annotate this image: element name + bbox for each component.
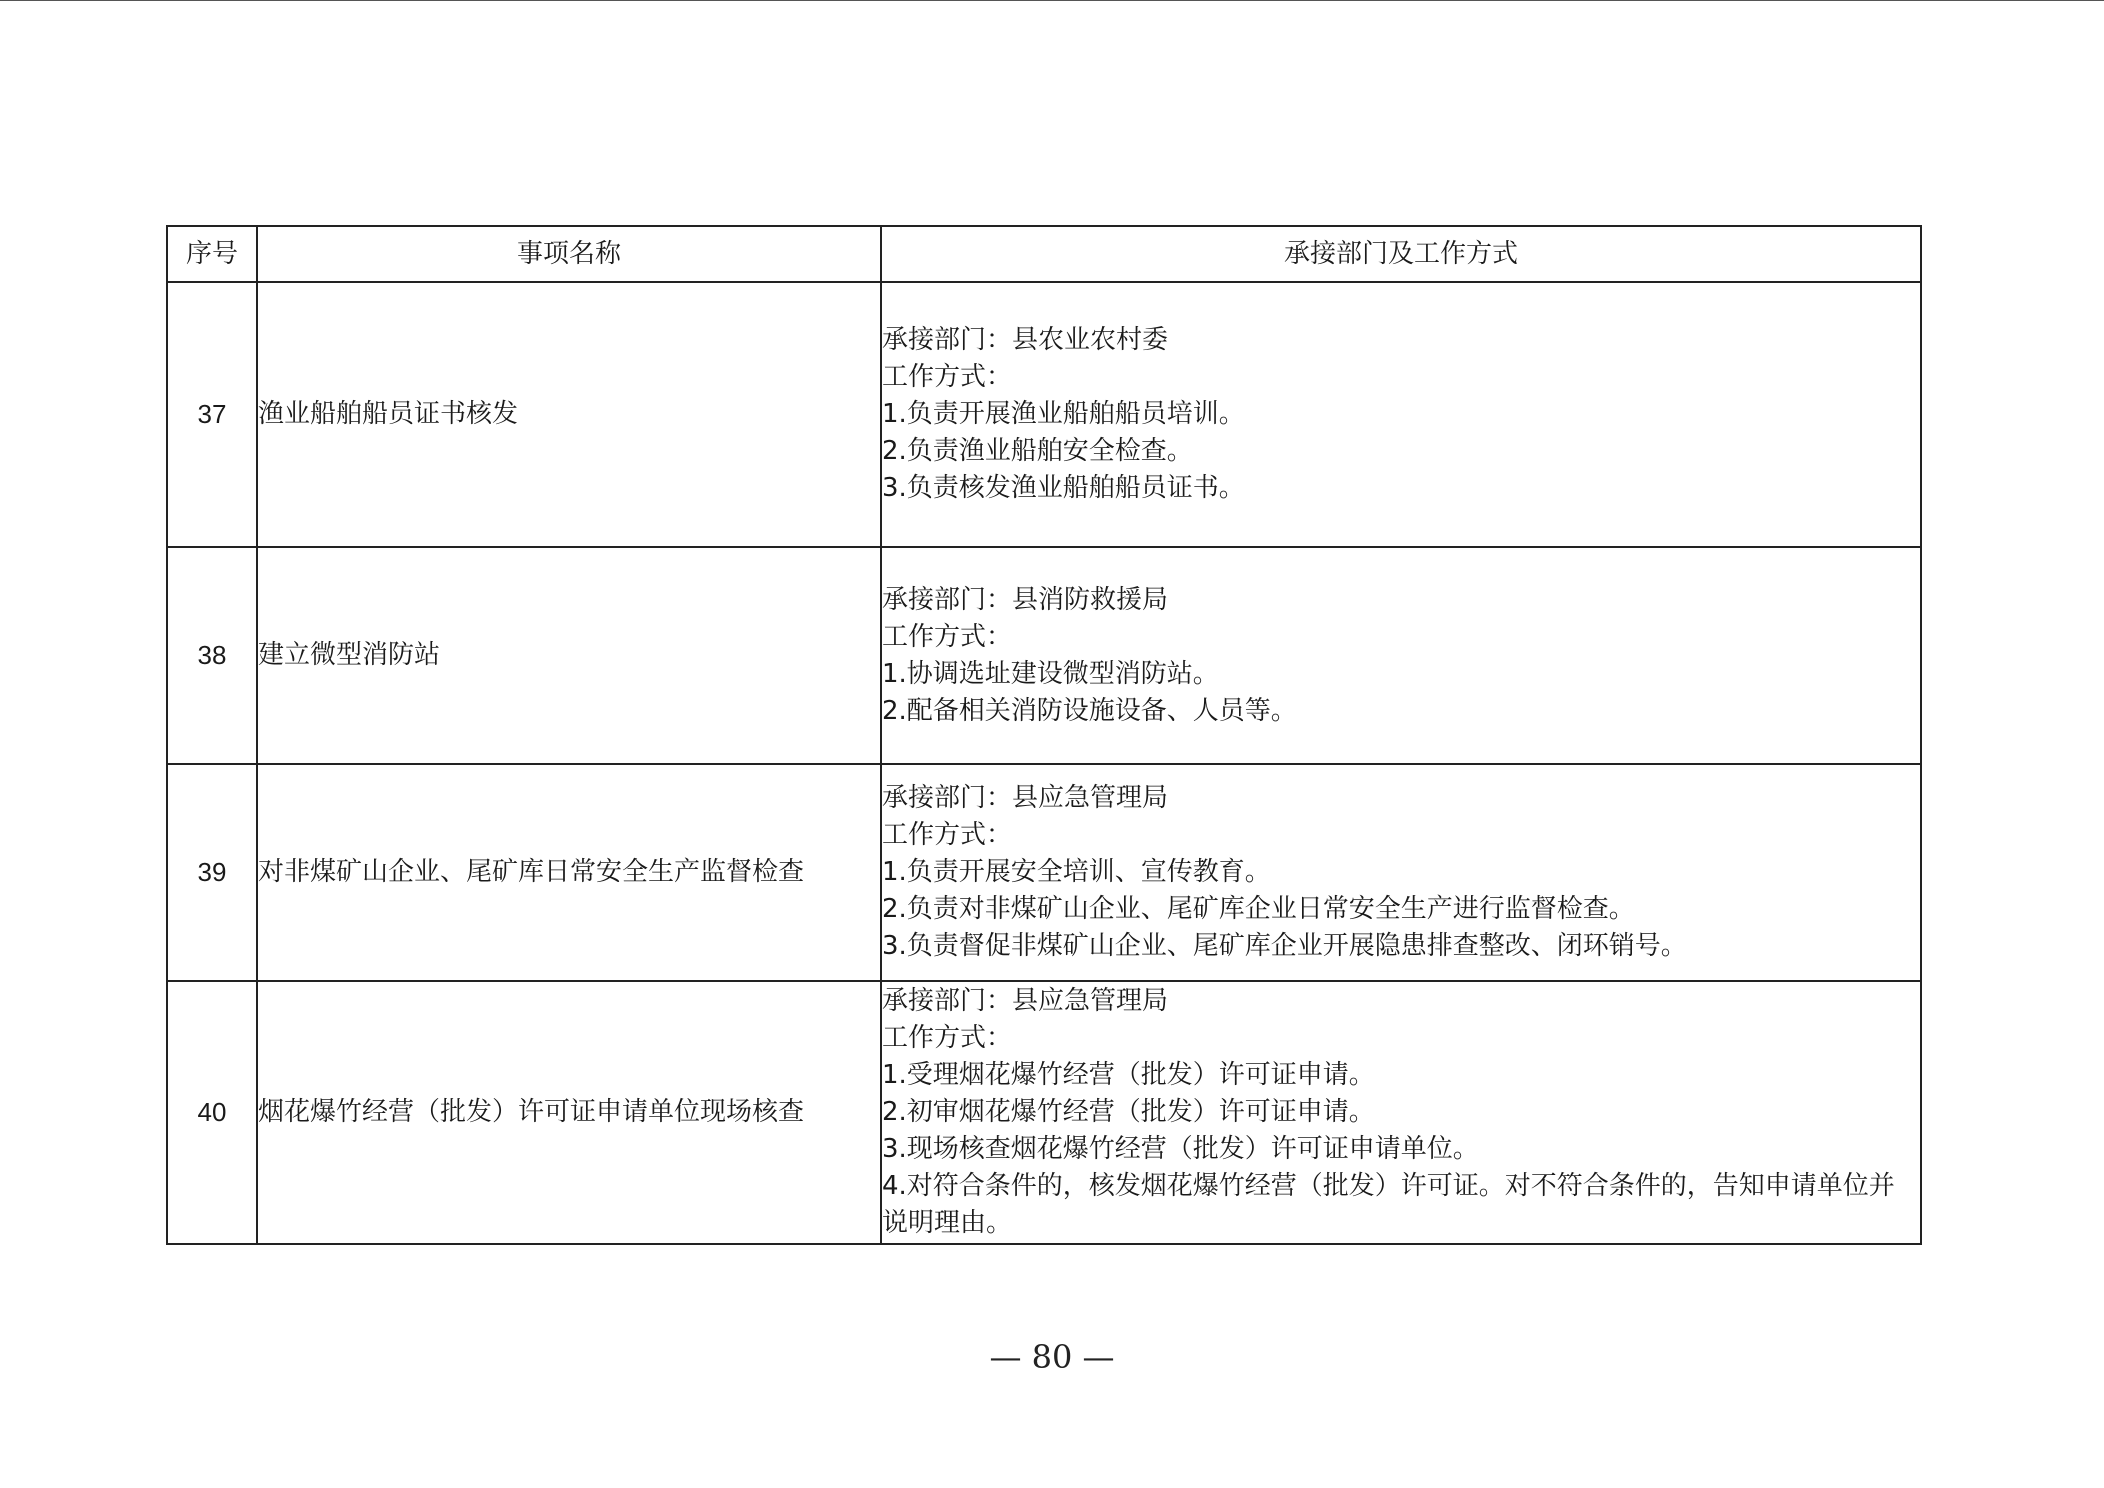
method-line: 4.对符合条件的，核发烟花爆竹经营（批发）许可证。对不符合条件的，告知申请单位并说明理由。: [882, 1171, 1895, 1238]
item-name: 渔业船舶船员证书核发: [257, 282, 881, 547]
method-line: 3.现场核查烟花爆竹经营（批发）许可证申请单位。: [882, 1134, 1479, 1164]
method-line: 承接部门：县应急管理局: [882, 783, 1169, 813]
method-line: 2.初审烟花爆竹经营（批发）许可证申请。: [882, 1097, 1375, 1127]
method-line: 2.配备相关消防设施设备、人员等。: [882, 695, 1297, 726]
method-line: 1.协调选址建设微型消防站。: [882, 658, 1219, 689]
item-name: 对非煤矿山企业、尾矿库日常安全生产监督检查: [257, 764, 881, 981]
method-line: 承接部门：县农业农村委: [882, 325, 1169, 355]
method-line: 1.负责开展安全培训、宣传教育。: [882, 857, 1271, 887]
method-line: 3.负责核发渔业船舶船员证书。: [882, 473, 1245, 503]
row-number: 39: [167, 764, 257, 981]
header-number: 序号: [167, 226, 257, 282]
method-line: 2.负责渔业船舶安全检查。: [882, 436, 1193, 466]
method-line: 3.负责督促非煤矿山企业、尾矿库企业开展隐患排查整改、闭环销号。: [882, 931, 1687, 961]
department-method: [881, 547, 1921, 764]
table-row: [167, 547, 1921, 764]
row-number: 37: [167, 282, 257, 547]
item-name: 烟花爆竹经营（批发）许可证申请单位现场核查: [257, 981, 881, 1244]
table-row: [167, 981, 1921, 1244]
table-row: [167, 764, 1921, 981]
row-number: 40: [167, 981, 257, 1244]
department-method: [881, 981, 1921, 1244]
department-method: [881, 282, 1921, 547]
method-line: 工作方式：: [882, 621, 1013, 652]
item-name: 建立微型消防站: [257, 547, 881, 764]
method-line: 工作方式：: [882, 820, 1013, 850]
method-line: 工作方式：: [882, 362, 1013, 392]
table-row: [167, 282, 1921, 547]
method-line: 1.负责开展渔业船舶船员培训。: [882, 399, 1245, 429]
department-method: [881, 764, 1921, 981]
method-line: 工作方式：: [882, 1023, 1013, 1053]
header-item-name: 事项名称: [257, 226, 881, 282]
task-table: [166, 225, 1922, 1245]
page-number: — 80 —: [989, 1338, 1115, 1376]
method-line: 承接部门：县消防救援局: [882, 584, 1169, 615]
method-line: 承接部门：县应急管理局: [882, 986, 1169, 1016]
table-header-row: [167, 226, 1921, 282]
method-line: 1.受理烟花爆竹经营（批发）许可证申请。: [882, 1060, 1375, 1090]
header-department-method: 承接部门及工作方式: [881, 226, 1921, 282]
top-border-line: [0, 0, 2104, 1]
method-line: 2.负责对非煤矿山企业、尾矿库企业日常安全生产进行监督检查。: [882, 894, 1635, 924]
row-number: 38: [167, 547, 257, 764]
